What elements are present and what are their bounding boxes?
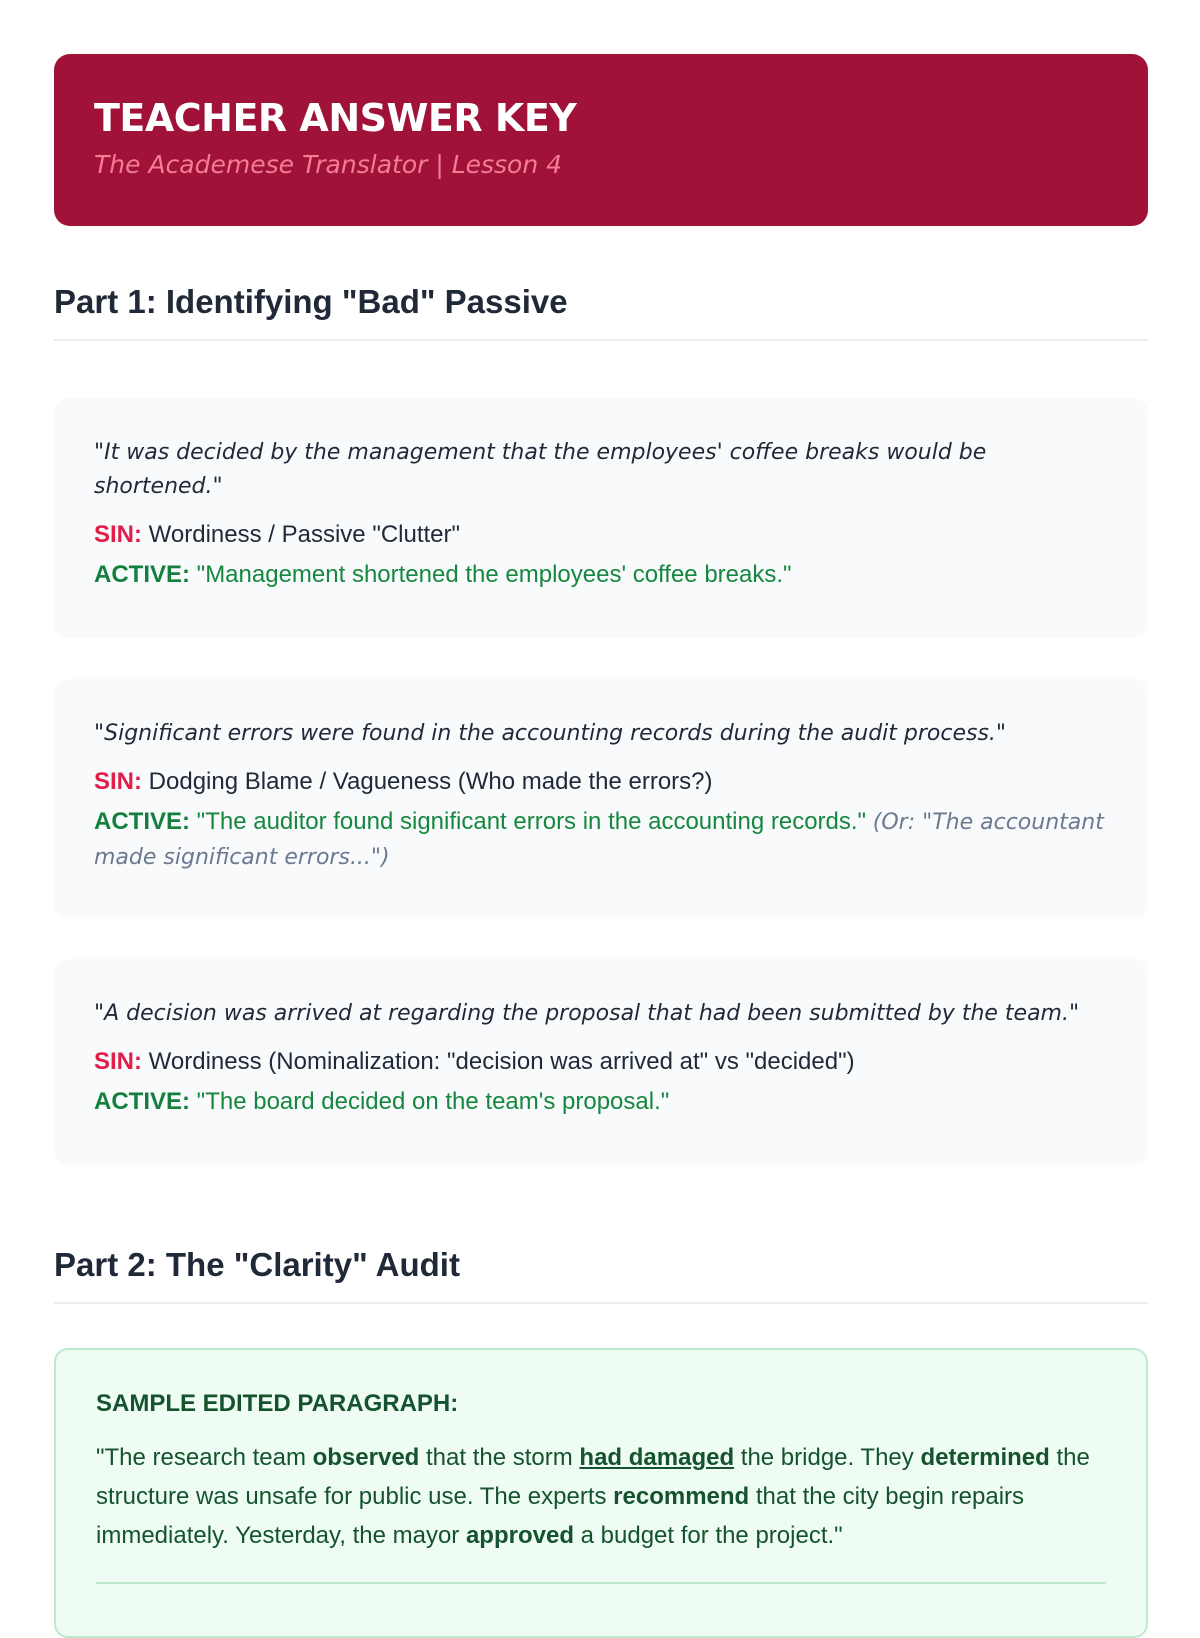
part1-heading: Part 1: Identifying "Bad" Passive bbox=[54, 283, 1148, 341]
tense-fix: had damaged bbox=[579, 1444, 735, 1471]
sin-text: Wordiness (Nominalization: "decision was arrived at" vs "decided") bbox=[148, 1048, 855, 1075]
passive-quote: "It was decided by the management that the employees' coffee breaks would be shortened." bbox=[94, 440, 987, 499]
sin-line bbox=[94, 518, 1108, 552]
sin-label: SIN: bbox=[94, 521, 142, 548]
passive-quote: "A decision was arrived at regarding the proposal that had been submitted by the team." bbox=[94, 1001, 1080, 1026]
sample-edited-paragraph-box bbox=[54, 1348, 1148, 1638]
alternative-note: (Or: "The accountant made significant errors...") bbox=[94, 810, 1104, 870]
active-line bbox=[94, 558, 1108, 592]
divider bbox=[96, 1582, 1106, 1584]
sin-label: SIN: bbox=[94, 768, 142, 795]
paragraph-text: that the city begin repairs immediately. Yesterday, the mayor bbox=[96, 1483, 1025, 1549]
answer-card bbox=[54, 959, 1148, 1165]
paragraph-text: "The research team bbox=[96, 1444, 313, 1471]
paragraph-text: a budget for the project." bbox=[573, 1522, 843, 1549]
sin-line bbox=[94, 1045, 1108, 1079]
active-verb: determined bbox=[920, 1444, 1050, 1471]
sample-label: SAMPLE EDITED PARAGRAPH: bbox=[96, 1390, 459, 1417]
answer-card bbox=[54, 398, 1148, 638]
page-title: TEACHER ANSWER KEY bbox=[94, 96, 577, 140]
paragraph-text: the bridge. They bbox=[734, 1444, 921, 1471]
active-line bbox=[94, 805, 1108, 875]
active-text: "The board decided on the team's proposal." bbox=[196, 1088, 670, 1115]
sin-text: Wordiness / Passive "Clutter" bbox=[148, 521, 461, 548]
active-verb: observed bbox=[312, 1444, 420, 1471]
active-line bbox=[94, 1085, 1108, 1119]
answer-card bbox=[54, 679, 1148, 919]
active-label: ACTIVE: bbox=[94, 561, 190, 588]
paragraph-text: the structure was unsafe for public use. The experts bbox=[96, 1444, 1090, 1510]
active-text: "The auditor found significant errors in the accounting records." bbox=[196, 808, 867, 835]
active-text: "Management shortened the employees' coffee breaks." bbox=[196, 561, 792, 588]
active-label: ACTIVE: bbox=[94, 1088, 190, 1115]
part2-heading: Part 2: The "Clarity" Audit bbox=[54, 1246, 1148, 1304]
page-subtitle: The Academese Translator | Lesson 4 bbox=[94, 149, 563, 179]
sample-paragraph bbox=[96, 1438, 1106, 1555]
sin-text: Dodging Blame / Vagueness (Who made the errors?) bbox=[148, 768, 713, 795]
paragraph-text: that the storm bbox=[419, 1444, 580, 1471]
active-verb: recommend bbox=[613, 1483, 750, 1510]
header-banner bbox=[54, 54, 1148, 226]
passive-quote: "Significant errors were found in the accounting records during the audit process." bbox=[94, 721, 1007, 746]
sin-line bbox=[94, 765, 1108, 799]
active-label: ACTIVE: bbox=[94, 808, 190, 835]
active-verb: approved bbox=[465, 1522, 574, 1549]
sin-label: SIN: bbox=[94, 1048, 142, 1075]
